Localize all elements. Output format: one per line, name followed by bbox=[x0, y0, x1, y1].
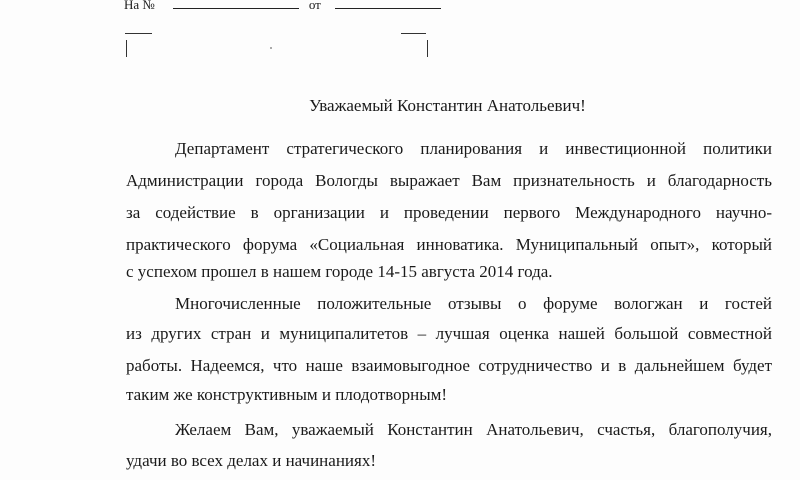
body-line-1: Департамент стратегического планирования и инвестиционной политики bbox=[175, 139, 772, 158]
reference-date-label: от bbox=[308, 0, 321, 12]
reference-number-label: На № bbox=[124, 0, 155, 12]
body-line-4: практического форума «Социальная инноватика. Муниципальный опыт», который bbox=[126, 235, 772, 254]
body-line-3: за содействие в организации и проведении первого Международного научно- bbox=[126, 203, 772, 222]
body-line-2: Администрации города Вологды выражает Вам признательность и благодарность bbox=[126, 171, 772, 190]
body-line-6: Многочисленные положительные отзывы о форуме вологжан и гостей bbox=[175, 294, 772, 313]
address-corner-top-left-vertical bbox=[126, 40, 127, 57]
body-line-5: с успехом прошел в нашем городе 14-15 августа 2014 года. bbox=[126, 262, 553, 281]
reference-number-blank bbox=[173, 0, 299, 9]
address-corner-top-left-horizontal bbox=[125, 33, 152, 34]
body-line-11: удачи во всех делах и начинаниях! bbox=[126, 451, 377, 470]
body-line-10: Желаем Вам, уважаемый Константин Анатольевич, счастья, благополучия, bbox=[175, 420, 772, 439]
letter-greeting: Уважаемый Константин Анатольевич! bbox=[309, 96, 586, 115]
address-corner-top-right-horizontal bbox=[401, 33, 426, 34]
body-line-9: таким же конструктивным и плодотворным! bbox=[126, 385, 448, 404]
address-corner-top-right-vertical bbox=[427, 40, 428, 57]
body-line-7: из других стран и муниципалитетов – лучшая оценка нашей большой совместной bbox=[126, 324, 772, 343]
body-line-8: работы. Надеемся, что наше взаимовыгодное сотрудничество и в дальнейшем будет bbox=[126, 356, 772, 375]
reference-date-blank bbox=[335, 0, 441, 9]
reference-header bbox=[124, 0, 441, 13]
scan-speck bbox=[270, 47, 272, 49]
